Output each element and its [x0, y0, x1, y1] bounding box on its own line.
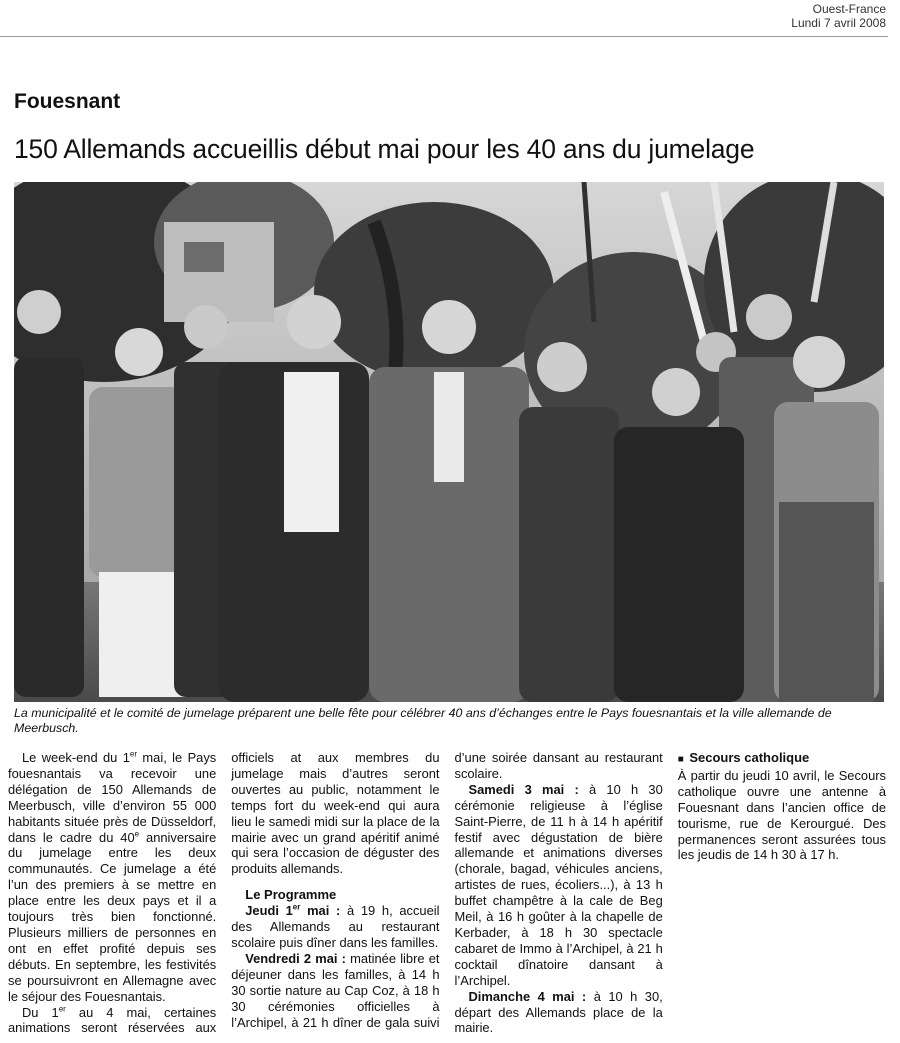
headline: 150 Allemands accueillis début mai pour les 40 ans du jumelage	[14, 134, 755, 164]
article-paragraph-2: Du 1er au 4 mai, certaines animations seront réservées aux officiels at aux membres du jumelage mais d’autres seront ouvertes au public, notamment le temps fort du week-end qui aura lieu le samedi midi sur la place de la mairie avec un grand apéritif animé qui sera l’occasion de déguster des produits allemands.	[8, 750, 440, 1036]
programme-dimanche: Dimanche 4 mai : à 10 h 30, départ des Allemands place de la mairie.	[454, 988, 663, 1036]
article-column-1	[8, 750, 886, 1040]
issue-date: Lundi 7 avril 2008	[791, 16, 886, 30]
article-intro: Le week-end du 1er mai, le Pays fouesnantais va recevoir une délégation de 150 Allemands de Meerbusch, ville d’environ 55 000 habitants située près de Düsseldorf, dans le cadre du 40e anniversaire du jumelage entre les deux communautés. Ce jumelage a été l’un des premiers à se mettre en place entre les deux pays et il a toujours très bien fonctionné. Plusieurs milliers de personnes en ont en effet profité depuis ses débuts. En septembre, les festivités se poursuivront en Allemagne avec le séjour des Fouesnantais.	[8, 749, 217, 1004]
group-photo	[14, 182, 884, 702]
section-title: Fouesnant	[14, 90, 121, 113]
masthead	[791, 2, 886, 30]
programme-jeudi: Jeudi 1er mai : à 19 h, accueil des Allemands au restaurant scolaire puis dîner dans les familles.	[231, 902, 440, 950]
programme-samedi: Samedi 3 mai : à 10 h 30 cérémonie religieuse à l’église Saint-Pierre, de 11 h à 14 h apéritif festif avec dégustation de bière allemande et animations diverses (chorale, bagad, véhicules anciens, artistes de rues, écoliers...), à 13 h buffet champêtre à la cale de Beg Meil, à 16 h goûter à la chapelle de Kerbader, à 18 h 30 spectacle cabaret de Immo à l’Archipel, à 21 h cocktail dînatoire dansant à l’Archipel.	[454, 781, 663, 988]
newspaper-name: Ouest-France	[812, 2, 886, 16]
photo-caption: La municipalité et le comité de jumelage préparent une belle fête pour célébrer 40 ans d’échanges entre le Pays fouesnantais et la ville allemande de Meerbusch.	[14, 706, 832, 735]
programme-vendredi: Vendredi 2 mai : matinée libre et déjeuner dans les familles, à 14 h 30 sortie nature au Cap Coz, à 18 h 30 cérémonies officielles à l’Archipel, à 21 h dîner de gala suivi d’une soirée dansant au restaurant scolaire.	[231, 750, 663, 1030]
jeudi-label: Jeudi 1er mai :	[245, 902, 341, 919]
top-rule	[0, 36, 888, 37]
secours-text: À partir du jeudi 10 avril, le Secours catholique ouvre une antenne à Fouesnant dans l’ancien office de tourisme, rue de Kerourgué. Des permanences seront assurées tous les jeudis de 14 h 30 à 17 h.	[677, 767, 886, 863]
programme-title: Le Programme	[245, 887, 337, 903]
group-photo-image	[14, 182, 884, 702]
secours-title: ■ Secours catholique	[678, 750, 886, 768]
